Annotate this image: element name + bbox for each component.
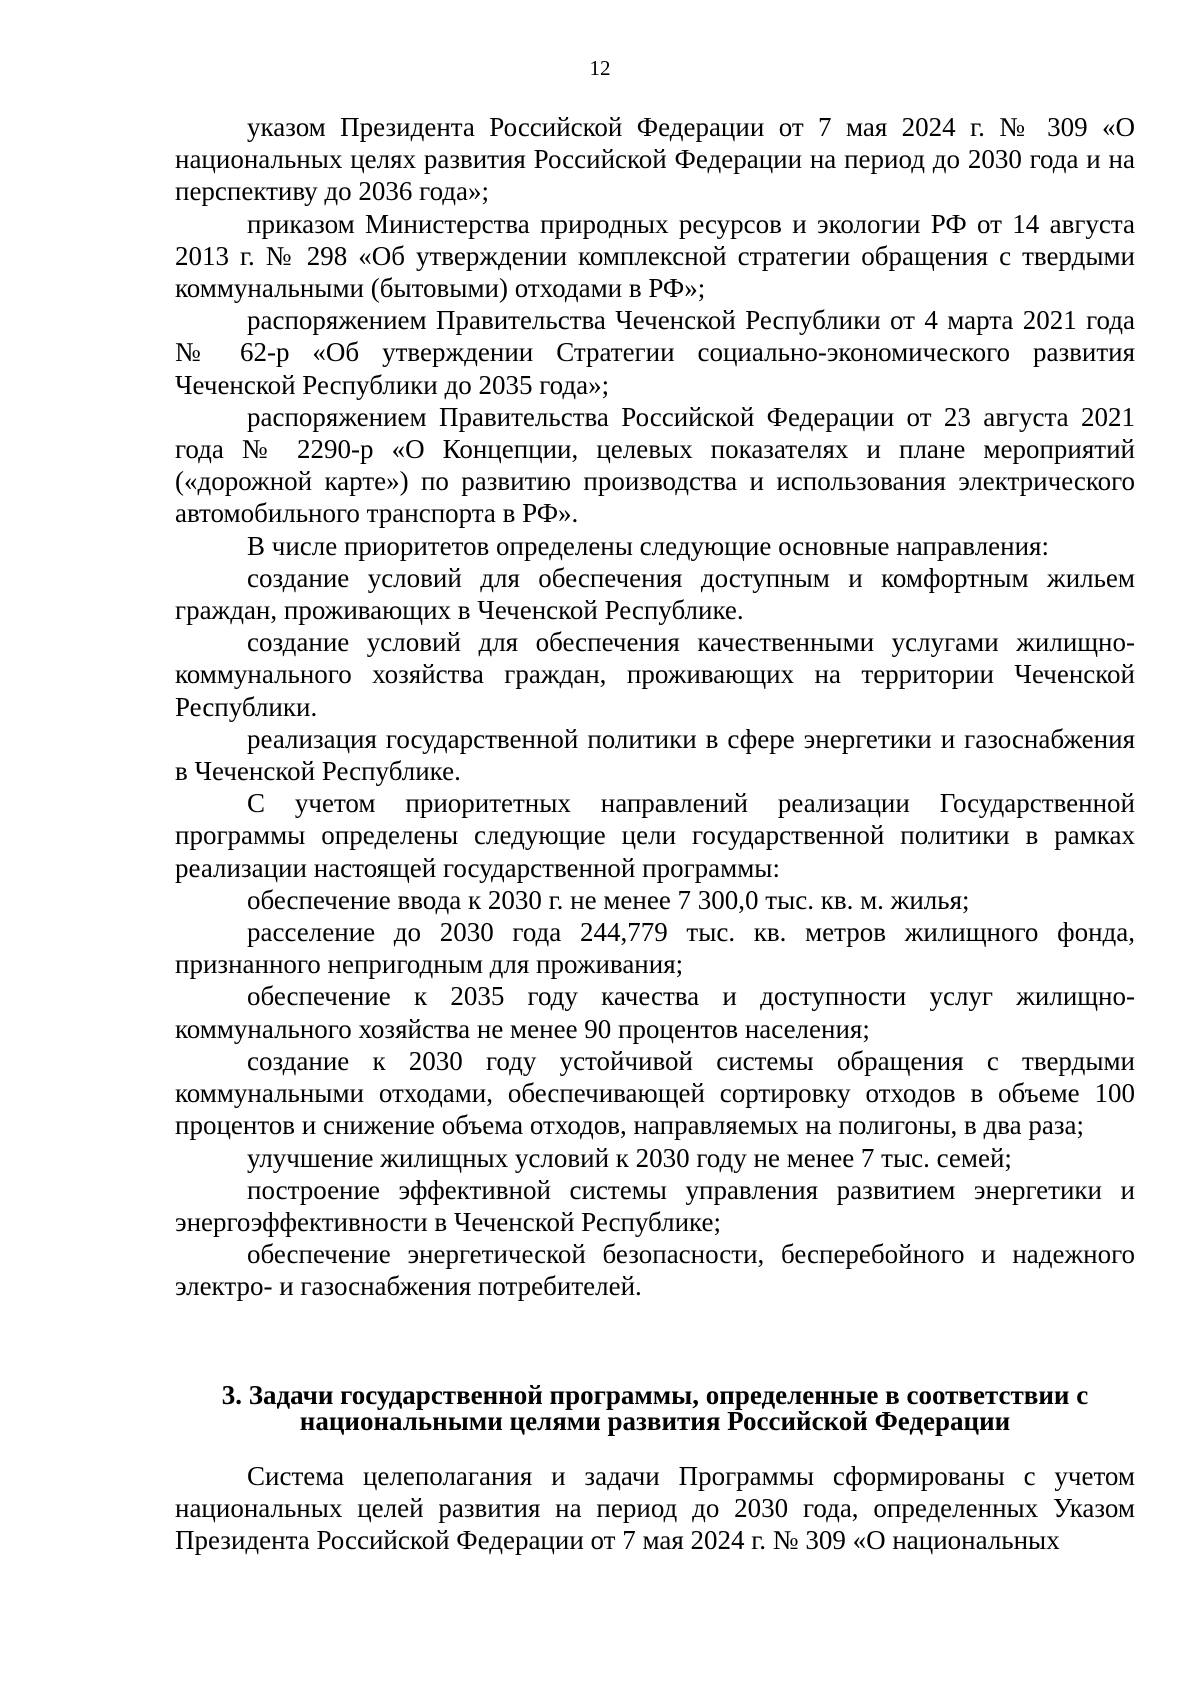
- document-body-continued: [175, 1460, 1135, 1557]
- paragraph-goal-waste-system: создание к 2030 году устойчивой системы обращения с твердыми коммунальными отходами, обеспечивающей сортировку отходов в объеме 100 процентов и снижение объема отходов, направляемых на полигоны, в два раза;: [175, 1045, 1135, 1141]
- paragraph-ministry-order: приказом Министерства природных ресурсов и экологии РФ от 14 августа 2013 г. № 298 «Об утверждении комплексной стратегии обращения с твердыми коммунальными (бытовыми) отходами в РФ»;: [175, 208, 1135, 304]
- paragraph-goal-utilities-quality: обеспечение к 2035 году качества и доступности услуг жилищно-коммунального хозяйства не менее 90 процентов населения;: [175, 981, 1135, 1044]
- paragraph-electric-transport-order: распоряжением Правительства Российской Федерации от 23 августа 2021 года № 2290-р «О Концепции, целевых показателях и плане мероприятий («дорожной карте») по развитию производства и использования электрического автомобильного транспорта в РФ».: [175, 401, 1135, 529]
- paragraph-priority-utilities: создание условий для обеспечения качественными услугами жилищно-коммунального хозяйства граждан, проживающих на территории Чеченской Республики.: [175, 627, 1135, 722]
- paragraph-goal-families: улучшение жилищных условий к 2030 году не менее 7 тыс. семей;: [247, 1142, 1012, 1173]
- paragraph-goal-setting-system: Система целеполагания и задачи Программы сформированы с учетом национальных целей развития на период до 2030 года, определенных Указом Президента Российской Федерации от 7 мая 2024 г. № 309 «О национальных: [175, 1461, 1135, 1556]
- paragraph-priority-housing: создание условий для обеспечения доступным и комфортным жильем граждан, проживающих в Чеченской Республике.: [175, 562, 1135, 626]
- paragraph-priority-energy: реализация государственной политики в сфере энергетики и газоснабжения в Чеченской Республике.: [175, 723, 1135, 787]
- paragraph-goal-resettlement: расселение до 2030 года 244,779 тыс. кв. метров жилищного фонда, признанного непригодным для проживания;: [175, 917, 1135, 980]
- paragraph-chechen-strategy-order: распоряжением Правительства Чеченской Республики от 4 марта 2021 года № 62-р «Об утверждении Стратегии социально-экономического развития Чеченской Республики до 2035 года»;: [175, 305, 1135, 400]
- paragraph-goals-intro: С учетом приоритетных направлений реализации Государственной программы определены следующие цели государственной политики в рамках реализации настоящей государственной программы:: [175, 788, 1135, 883]
- paragraph-goal-housing-input: обеспечение ввода к 2030 г. не менее 7 300,0 тыс. кв. м. жилья;: [247, 884, 970, 915]
- paragraph-priorities-intro: В числе приоритетов определены следующие основные направления:: [247, 530, 1049, 561]
- paragraph-presidential-decree: указом Президента Российской Федерации от 7 мая 2024 г. № 309 «О национальных целях развития Российской Федерации на период до 2030 года и на перспективу до 2036 года»;: [175, 112, 1135, 207]
- paragraph-goal-energy-security: обеспечение энергетической безопасности, бесперебойного и надежного электро- и газоснабжения потребителей.: [175, 1239, 1135, 1302]
- document-body: [175, 111, 1135, 1303]
- paragraph-goal-energy-management: построение эффективной системы управления развитием энергетики и энергоэффективности в Чеченской Республике;: [175, 1174, 1135, 1237]
- section-heading: 3. Задачи государственной программы, определенные в соответствии с национальными целями развития Российской Федерации: [221, 1380, 1089, 1436]
- page-number: 12: [589, 56, 611, 80]
